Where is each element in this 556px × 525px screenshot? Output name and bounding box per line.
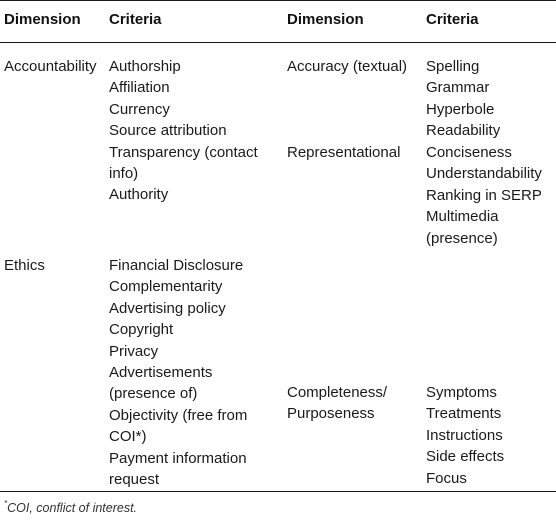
table-footnote: [4, 500, 137, 515]
list-item: Hyperbole: [426, 100, 495, 118]
criteria-ethics: [109, 255, 247, 490]
list-item: Financial Disclosure: [109, 257, 244, 274]
list-item: Affiliation: [109, 79, 170, 97]
list-item: Authority: [109, 186, 169, 204]
list-item: Side effects: [426, 448, 505, 466]
list-item: Spelling: [426, 58, 480, 75]
list-item: COI*): [109, 428, 147, 446]
list-item: (presence): [426, 229, 498, 247]
list-item: Transparency (contact: [109, 143, 258, 161]
list-item: Conciseness: [426, 144, 512, 161]
header-dimension-1: Dimension: [4, 11, 81, 28]
list-item: Advertising policy: [109, 299, 226, 317]
list-item: Payment information: [109, 449, 247, 467]
footnote-mark: *: [4, 499, 8, 508]
dimension-accuracy: Accuracy (textual): [287, 58, 408, 75]
list-item: Objectivity (free from: [109, 406, 248, 424]
list-item: Multimedia: [426, 208, 499, 226]
list-item: Authorship: [109, 58, 181, 75]
list-item: info): [109, 165, 139, 183]
list-item: Understandability: [426, 165, 542, 183]
dimension-representational: Representational: [287, 144, 401, 161]
criteria-completeness: [426, 382, 504, 489]
list-item: Treatments: [426, 405, 502, 423]
list-item: Focus: [426, 469, 467, 487]
criteria-accountability: [109, 56, 258, 206]
dimension-ethics: Ethics: [4, 257, 45, 274]
footnote-text: COI, conflict of interest.: [7, 501, 138, 516]
list-item: Copyright: [109, 321, 174, 339]
criteria-accuracy: [426, 56, 500, 142]
list-item: Currency: [109, 100, 170, 118]
dimension-line: Completeness/: [287, 384, 388, 401]
list-item: request: [109, 471, 160, 489]
list-item: Privacy: [109, 342, 159, 360]
list-item: Instructions: [426, 426, 503, 444]
list-item: Advertisements: [109, 364, 213, 382]
list-item: Grammar: [426, 79, 490, 97]
table-bottom-rule: [0, 491, 556, 492]
table-top-rule: [0, 0, 556, 1]
list-item: Readability: [426, 122, 501, 140]
list-item: Symptoms: [426, 384, 497, 401]
list-item: (presence of): [109, 385, 198, 403]
header-criteria-2: Criteria: [426, 11, 479, 28]
criteria-representational: [426, 142, 542, 249]
list-item: Ranking in SERP: [426, 186, 542, 204]
dimension-accountability: Accountability: [4, 58, 97, 75]
dimension-line: Purposeness: [287, 405, 375, 423]
header-dimension-2: Dimension: [287, 11, 364, 28]
list-item: Complementarity: [109, 278, 223, 296]
list-item: Source attribution: [109, 122, 227, 140]
header-bottom-rule: [0, 42, 556, 43]
dimension-completeness: [287, 382, 387, 425]
header-criteria-1: Criteria: [109, 11, 162, 28]
